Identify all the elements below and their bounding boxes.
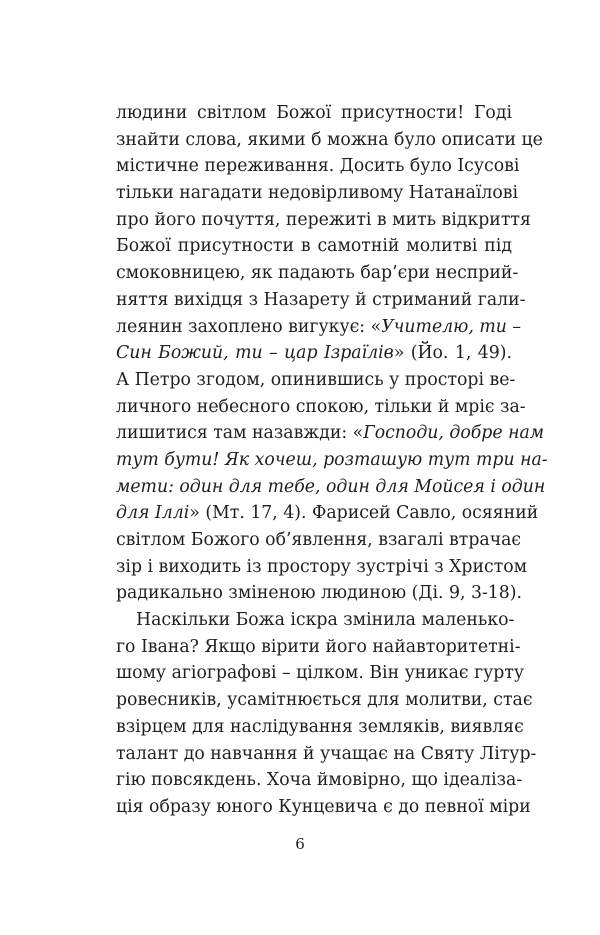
- text-line: [116, 367, 516, 394]
- body-text: [116, 100, 548, 821]
- line-text: знайти слова, якими б можна було описати це: [116, 129, 543, 150]
- text-line: [116, 554, 528, 581]
- line-text: смоковницею, як падають бар’єри несприй-: [116, 263, 519, 284]
- italic-quote-text: тут бути! Як хочеш, розташую тут три на-: [116, 449, 548, 470]
- text-line: [116, 500, 539, 527]
- text-line: [116, 180, 519, 207]
- italic-quote-text: мети: один для тебе, один для Мойсея і один: [116, 476, 546, 497]
- text-line: [116, 314, 522, 341]
- italic-quote-text: Учителю, ти –: [381, 316, 522, 337]
- line-text: тільки нагадати недовірливому Натанаїлові: [116, 183, 519, 204]
- text-line: [116, 634, 521, 661]
- line-text: А Петро згодом, опинившись у просторі ве-: [116, 369, 516, 390]
- italic-quote-text: Господи, добре нам: [363, 423, 545, 444]
- text-line: [116, 207, 531, 234]
- line-text: леянин захоплено вигукує: «: [116, 316, 382, 337]
- line-text: взірцем для наслідування земляків, виявляє: [116, 716, 524, 737]
- text-line: [116, 153, 520, 180]
- line-text: лишитися там назавжди: «: [116, 423, 364, 444]
- text-line: [116, 127, 543, 154]
- text-line: [116, 260, 519, 287]
- text-line: [116, 714, 524, 741]
- paragraph: [116, 100, 548, 607]
- text-line: [116, 660, 525, 687]
- line-text: Божої присутности в самотній молитві під: [116, 236, 512, 257]
- page-number: 6: [295, 835, 305, 853]
- text-line: [116, 340, 512, 367]
- line-text: шому агіографові – цілком. Він уникає гурту: [116, 663, 525, 684]
- line-text: ровесників, усамітнюється для молитви, стає: [116, 690, 533, 711]
- line-text: талант до навчання й учащає на Святу Літур-: [116, 743, 537, 764]
- paragraph: [116, 607, 537, 821]
- line-text: ція образу юного Кунцевича є до певної міри: [116, 796, 531, 817]
- line-text: радикально зміненою людиною (Ді. 9, 3-18).: [116, 583, 523, 604]
- italic-quote-text: для Іллі: [116, 503, 190, 524]
- text-line: [116, 394, 526, 421]
- text-line: [116, 527, 522, 554]
- text-line: [116, 741, 537, 768]
- line-text: містичне переживання. Досить було Ісусові: [116, 156, 520, 177]
- text-line: [116, 767, 523, 794]
- text-line: [116, 420, 545, 447]
- text-line: [116, 447, 548, 474]
- line-text: про його почуття, пережиті в мить відкриття: [116, 209, 531, 230]
- text-line: [116, 607, 515, 634]
- line-text: людини світлом Божої присутности! Годі: [116, 103, 512, 123]
- text-line: [116, 687, 533, 714]
- text-line: [116, 794, 531, 821]
- line-text: няття вихідця з Назарету й стриманий гали-: [116, 289, 526, 310]
- text-line: [116, 580, 523, 607]
- line-text: Наскільки Божа іскра змінила маленько-: [136, 610, 515, 631]
- text-line: [116, 233, 512, 260]
- text-line: [116, 100, 512, 127]
- line-text: світлом Божого об’явлення, взагалі втрачає: [116, 530, 522, 550]
- line-text: » (Мт. 17, 4). Фарисей Савло, осяяний: [189, 503, 539, 524]
- line-text: личного небесного спокою, тільки й мріє за-: [116, 396, 526, 417]
- line-text: гію повсякдень. Хоча ймовірно, що ідеаліза-: [116, 770, 523, 791]
- text-line: [116, 474, 546, 501]
- line-text: зір і виходить із простору зустрічі з Христом: [116, 556, 528, 577]
- italic-quote-text: Син Божий, ти – цар Ізраїлів: [116, 343, 394, 364]
- text-line: [116, 287, 526, 314]
- line-text: го Івана? Якщо вірити його найавторитетні-: [116, 636, 521, 657]
- line-text: » (Йо. 1, 49).: [393, 343, 512, 364]
